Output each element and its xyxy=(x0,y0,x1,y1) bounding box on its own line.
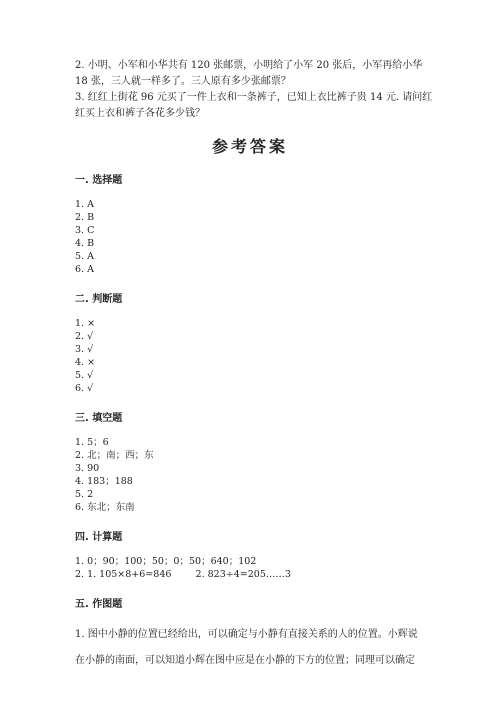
section-heading: 二. 判断题 xyxy=(75,294,123,305)
answer-item: 1. A xyxy=(75,199,94,210)
answer-list xyxy=(75,317,425,395)
section-judge xyxy=(75,290,425,395)
section-heading: 三. 填空题 xyxy=(75,413,123,424)
section-choice xyxy=(75,171,425,276)
answer-item: 4. B xyxy=(75,238,95,249)
drawing-line: 1. 图中小静的位置已经给出，可以确定与小静有直接关系的人的位置。小辉说 xyxy=(75,629,418,640)
answer-item: 1. × xyxy=(75,318,96,329)
answer-item: 2. √ xyxy=(75,331,94,342)
answer-item: 2. B xyxy=(75,212,95,223)
answer-item: 6. 东北；东南 xyxy=(75,502,135,513)
answer-item: 4. × xyxy=(75,357,96,368)
answer-item: 5. A xyxy=(75,251,94,262)
answer-item: 6. √ xyxy=(75,383,94,394)
section-heading: 五. 作图题 xyxy=(75,599,123,610)
section-drawing xyxy=(75,595,425,674)
answer-item: 3. 90 xyxy=(75,463,100,474)
section-heading: 一. 选择题 xyxy=(75,175,123,186)
answer-list xyxy=(75,555,425,581)
answer-item: 1. 0；90；100；50；0；50；640；102 xyxy=(75,556,257,567)
answer-item: 3. C xyxy=(75,225,95,236)
problem-line: 3. 红红上街花 96 元买了一件上衣和一条裤子，已知上衣比裤子贵 14 元. 请问红 xyxy=(75,92,433,103)
answer-list xyxy=(75,436,425,514)
document-page xyxy=(75,58,433,674)
problem-line: 红买上衣和裤子各花多少钱？ xyxy=(75,108,205,119)
drawing-line: 在小静的南面，可以知道小辉在图中应是在小静的下方的位置；同理可以确定 xyxy=(75,655,415,666)
answer-title: 参考答案 xyxy=(211,137,288,156)
problem-line: 2. 小明、小军和小华共有 120 张邮票，小明给了小军 20 张后，小军再给小华 xyxy=(75,60,423,71)
answer-item: 4. 183；188 xyxy=(75,476,133,487)
section-fill xyxy=(75,409,425,514)
answer-item: 2. 北；南；西；东 xyxy=(75,450,154,461)
answer-item: 5. 2 xyxy=(75,489,94,500)
answer-item: 6. A xyxy=(75,264,94,275)
answer-item: 2. 1. 105×8+6=846 2. 823÷4=205……3 xyxy=(75,569,291,580)
section-heading: 四. 计算题 xyxy=(75,532,123,543)
problem-text xyxy=(75,58,433,122)
answer-item: 5. √ xyxy=(75,370,94,381)
answer-item: 3. √ xyxy=(75,344,94,355)
section-calc xyxy=(75,528,425,581)
answer-item: 1. 5；6 xyxy=(75,437,109,448)
problem-line: 18 张，三人就一样多了。三人原有多少张邮票？ xyxy=(75,76,291,87)
answer-list xyxy=(75,198,425,276)
